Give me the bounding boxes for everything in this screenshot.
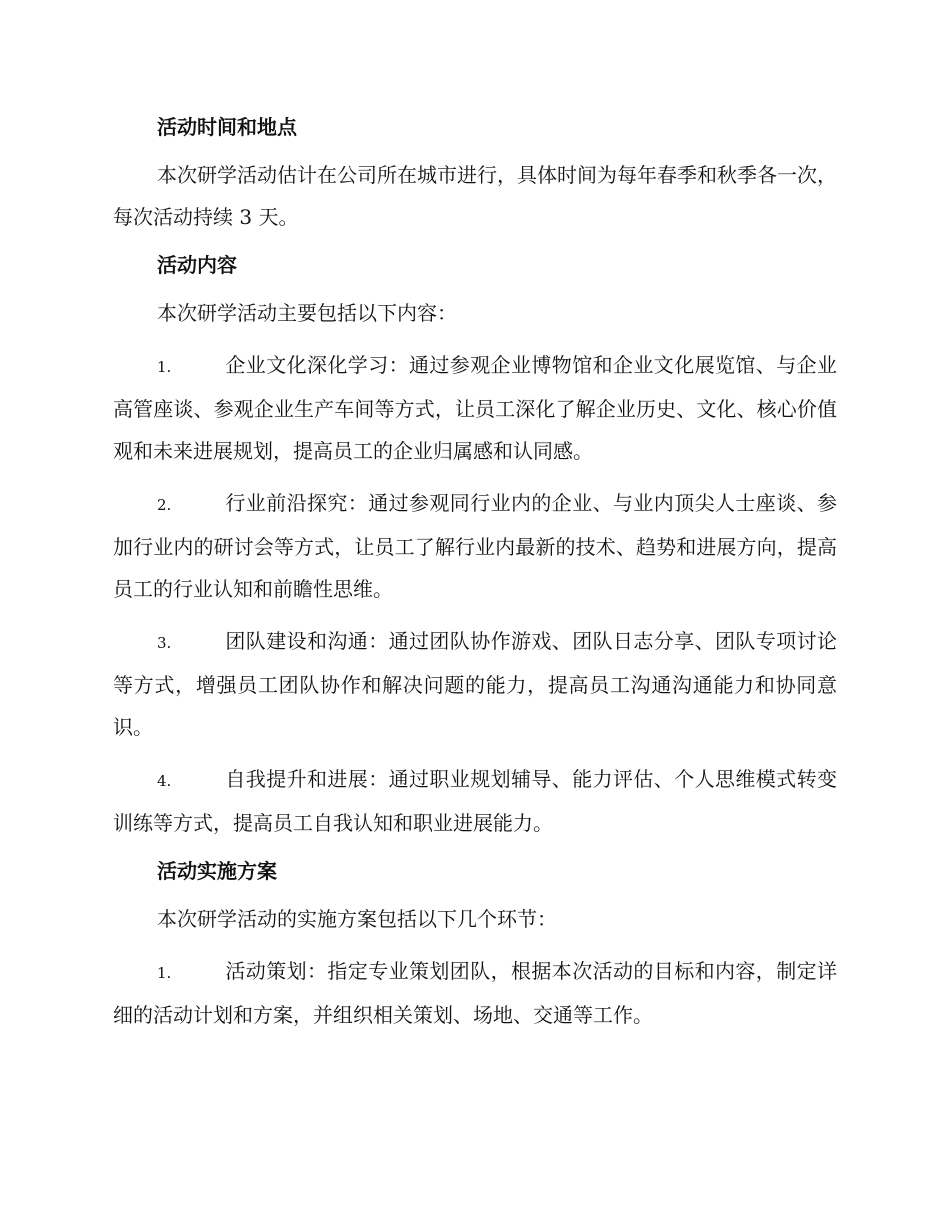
section-heading-implementation: 活动实施方案: [157, 859, 277, 883]
list-item-text: 团队建设和沟通：通过团队协作游戏、团队日志分享、团队专项讨论等方式，增强员工团队协作和解决问题的能力，提高员工沟通沟通能力和协同意识。: [113, 629, 837, 739]
list-item-number: 3.: [157, 634, 172, 652]
list-item-number: 2.: [157, 496, 172, 514]
list-item-text: 活动策划：指定专业策划团队，根据本次活动的目标和内容，制定详细的活动计划和方案，并组织相关策划、场地、交通等工作。: [113, 959, 837, 1027]
list-item-number: 1.: [157, 964, 172, 982]
list-item-text: 行业前沿探究：通过参观同行业内的企业、与业内顶尖人士座谈、参加行业内的研讨会等方式，让员工了解行业内最新的技术、趋势和进展方向，提高员工的行业认知和前瞻性思维。: [113, 491, 837, 601]
section-heading-time-place: 活动时间和地点: [157, 115, 297, 139]
list-item: [113, 482, 837, 610]
list-item-number: 1.: [157, 358, 172, 376]
list-item: [113, 620, 837, 748]
document-body: [113, 110, 837, 1046]
list-item: [113, 758, 837, 844]
section-heading-content: 活动内容: [157, 253, 237, 277]
list-item-text: 企业文化深化学习：通过参观企业博物馆和企业文化展览馆、与企业高管座谈、参观企业生产车间等方式，让员工深化了解企业历史、文化、核心价值观和未来进展规划，提高员工的企业归属感和认同感。: [113, 353, 837, 463]
list-item: [113, 344, 837, 472]
list-item-text: 自我提升和进展：通过职业规划辅导、能力评估、个人思维模式转变训练等方式，提高员工自我认知和职业进展能力。: [113, 767, 837, 835]
section-paragraph: 本次研学活动估计在公司所在城市进行，具体时间为每年春季和秋季各一次，每次活动持续 3 天。: [113, 163, 837, 229]
list-item: [113, 950, 837, 1036]
section-paragraph: 本次研学活动的实施方案包括以下几个环节：: [157, 907, 557, 931]
section-paragraph: 本次研学活动主要包括以下内容：: [157, 301, 457, 325]
list-item-number: 4.: [157, 772, 172, 790]
